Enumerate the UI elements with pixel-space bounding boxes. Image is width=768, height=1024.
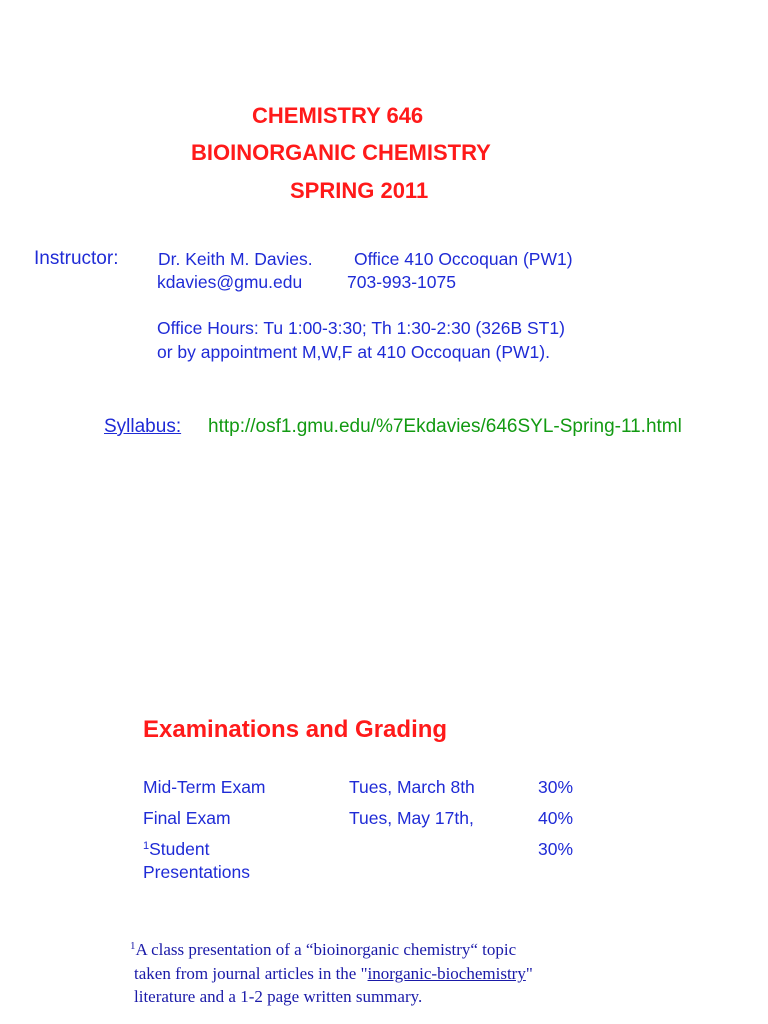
footnote-marker: 1 (130, 940, 136, 952)
syllabus-label: Syllabus: (104, 416, 182, 437)
grade-weight: 30% (538, 777, 574, 797)
course-subject: BIOINORGANIC CHEMISTRY (191, 140, 491, 165)
course-title: CHEMISTRY 646 (252, 103, 424, 128)
footnote-link[interactable]: inorganic-biochemistry (367, 964, 526, 983)
grading-heading: Examinations and Grading (143, 716, 448, 743)
instructor-name: Dr. Keith M. Davies. (158, 249, 313, 269)
instructor-email: kdavies@gmu.edu (157, 272, 303, 292)
grade-item (143, 838, 209, 861)
grade-weight: 40% (538, 808, 574, 828)
grade-weight: 30% (538, 839, 574, 859)
footnote-text: taken from journal articles in the " (134, 964, 368, 983)
footnote-text: " (525, 964, 533, 983)
grade-item-line2: Presentations (143, 862, 251, 882)
grade-item-line1: Student (149, 839, 210, 859)
grade-date: Tues, March 8th (349, 777, 475, 797)
instructor-label: Instructor: (34, 248, 119, 269)
footnote-line1 (130, 938, 516, 961)
grade-date: Tues, May 17th, (349, 808, 474, 828)
instructor-phone: 703-993-1075 (347, 272, 456, 292)
syllabus-link[interactable]: http://osf1.gmu.edu/%7Ekdavies/646SYL-Spring-11.html (208, 416, 682, 437)
office-hours-line2: or by appointment M,W,F at 410 Occoquan (PW1). (157, 342, 550, 362)
course-term: SPRING 2011 (290, 178, 429, 203)
footnote-marker: 1 (143, 840, 150, 852)
footnote-line2 (134, 962, 533, 985)
office-hours-line1: Office Hours: Tu 1:00-3:30; Th 1:30-2:30 (326B ST1) (157, 318, 565, 338)
footnote-text: A class presentation of a “bioinorganic chemistry“ topic (135, 940, 517, 959)
grade-item: Mid-Term Exam (143, 777, 266, 797)
instructor-office: Office 410 Occoquan (PW1) (354, 249, 573, 269)
footnote-line3: literature and a 1-2 page written summary. (134, 987, 423, 1006)
grade-item: Final Exam (143, 808, 231, 828)
